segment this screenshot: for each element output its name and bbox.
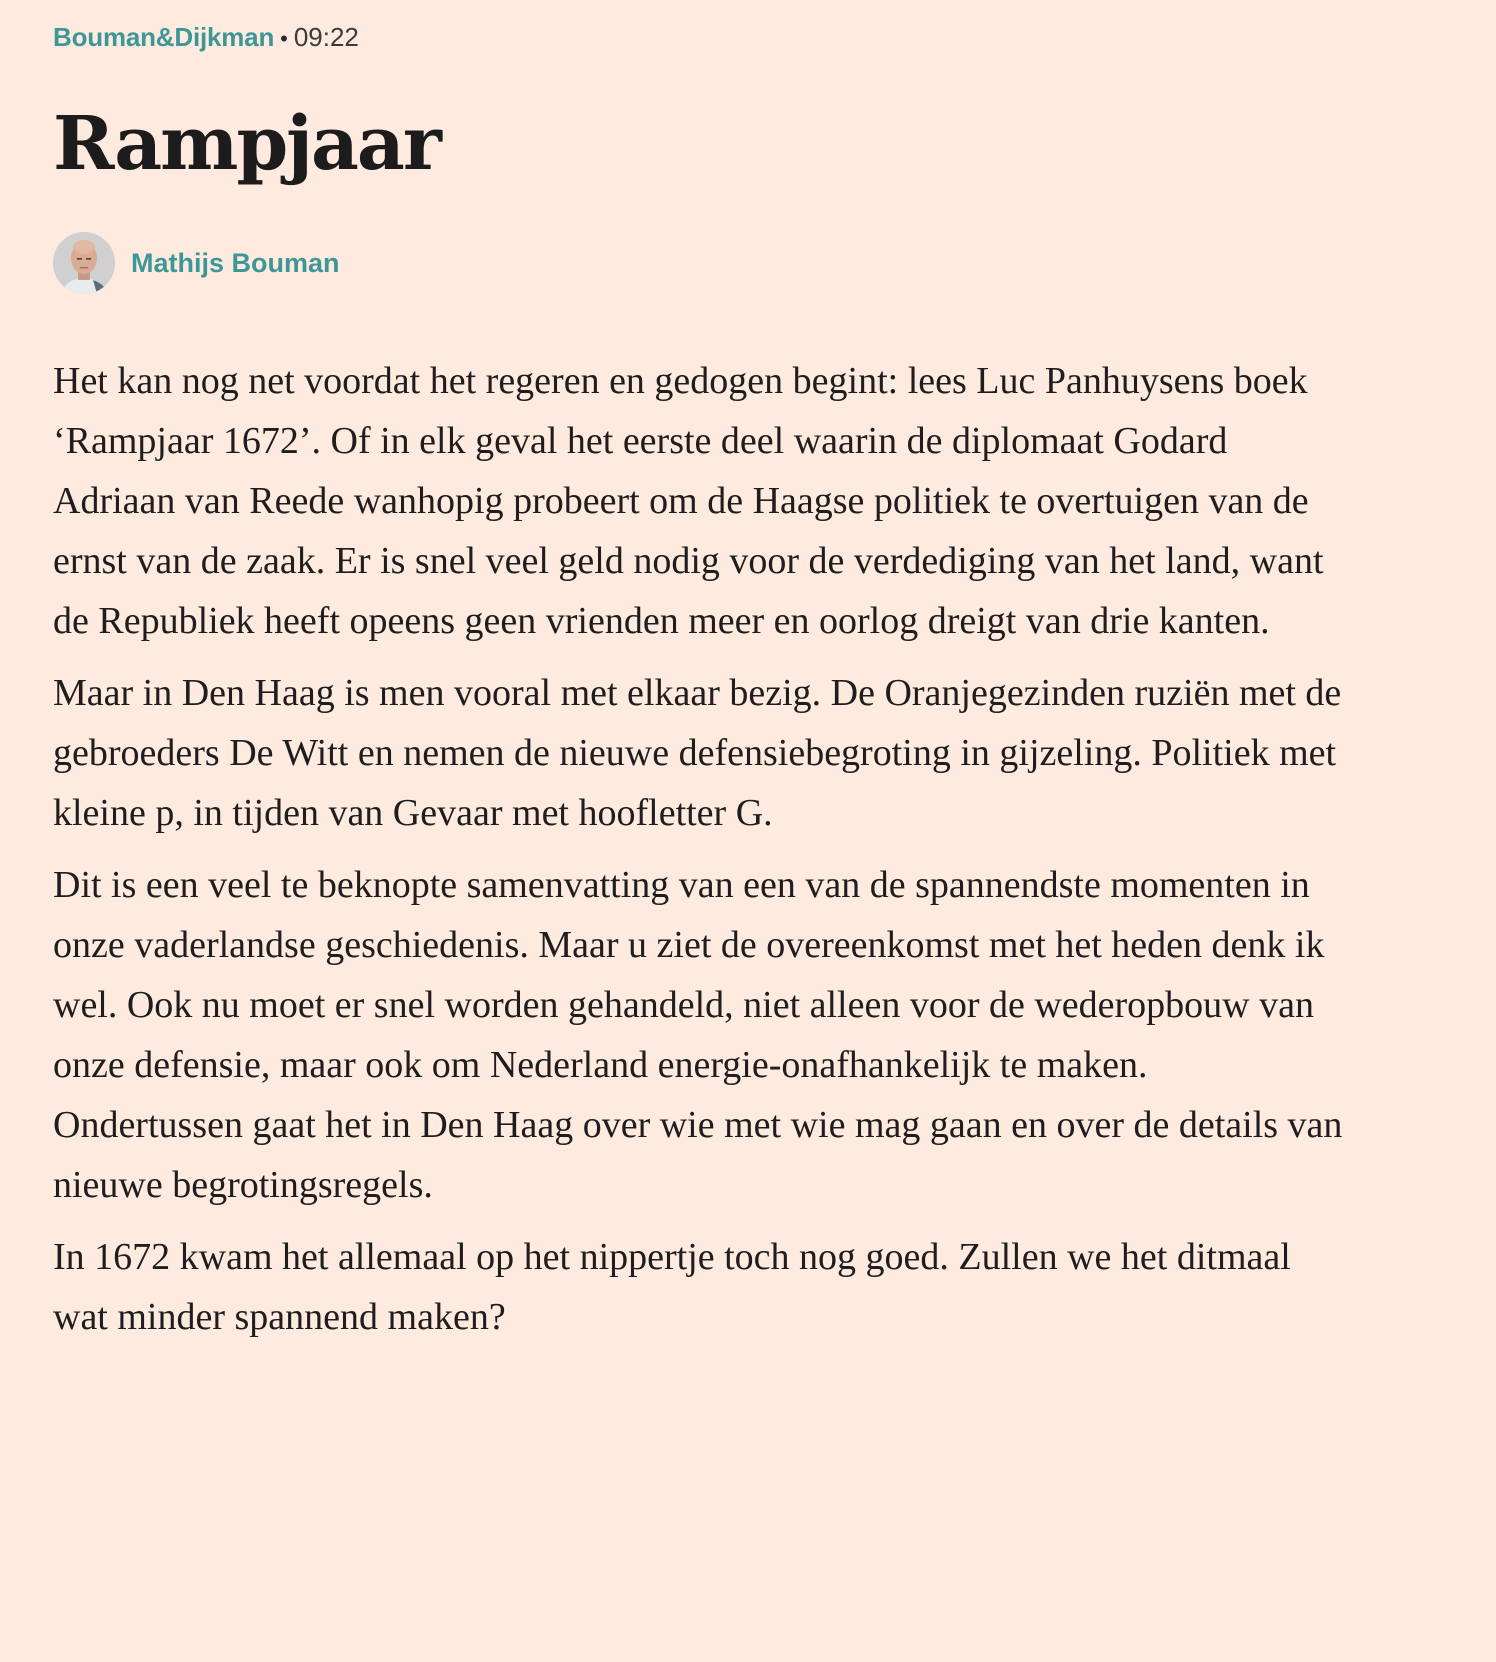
- article-meta: [53, 19, 359, 57]
- paragraph: Dit is een veel te beknopte samenvatting van een van de spannendste momenten in onze vaderlandse geschiedenis. Maar u ziet de overeenkomst met het heden denk ik wel. Ook nu moet er snel worden gehandeld, niet alleen voor de wederopbouw van onze defensie, maar ook om Nederland energie-onafhankelijk te maken. Ondertussen gaat het in Den Haag over wie met wie mag gaan en over de details van nieuwe begrotingsregels.: [53, 864, 1343, 1206]
- paragraph: Maar in Den Haag is men vooral met elkaar bezig. De Oranjegezinden ruziën met de gebroeders De Witt en nemen de nieuwe defensiebegroting in gijzeling. Politiek met kleine p, in tijden van Gevaar met hoofletter G.: [53, 672, 1342, 834]
- paragraph: In 1672 kwam het allemaal op het nippertje toch nog goed. Zullen we het ditmaal wat minder spannend maken?: [53, 1236, 1291, 1338]
- author-avatar[interactable]: [53, 232, 115, 294]
- publish-time: 09:22: [293, 22, 359, 52]
- article-title: Rampjaar: [53, 101, 440, 187]
- meta-separator: •: [280, 26, 288, 51]
- author-name-link[interactable]: Mathijs Bouman: [131, 247, 340, 278]
- author-photo-icon: [53, 232, 115, 294]
- author-byline: [53, 232, 340, 294]
- article-body: [53, 351, 1343, 1359]
- paragraph: Het kan nog net voordat het regeren en gedogen begint: lees Luc Panhuysens boek ‘Rampjaar 1672’. Of in elk geval het eerste deel waarin de diplomaat Godard Adriaan van Reede wanhopig probeert om de Haagse politiek te overtuigen van de ernst van de zaak. Er is snel veel geld nodig voor de verdediging van het land, want de Republiek heeft opeens geen vrienden meer en oorlog dreigt van drie kanten.: [53, 360, 1324, 642]
- source-link[interactable]: Bouman&Dijkman: [53, 22, 275, 52]
